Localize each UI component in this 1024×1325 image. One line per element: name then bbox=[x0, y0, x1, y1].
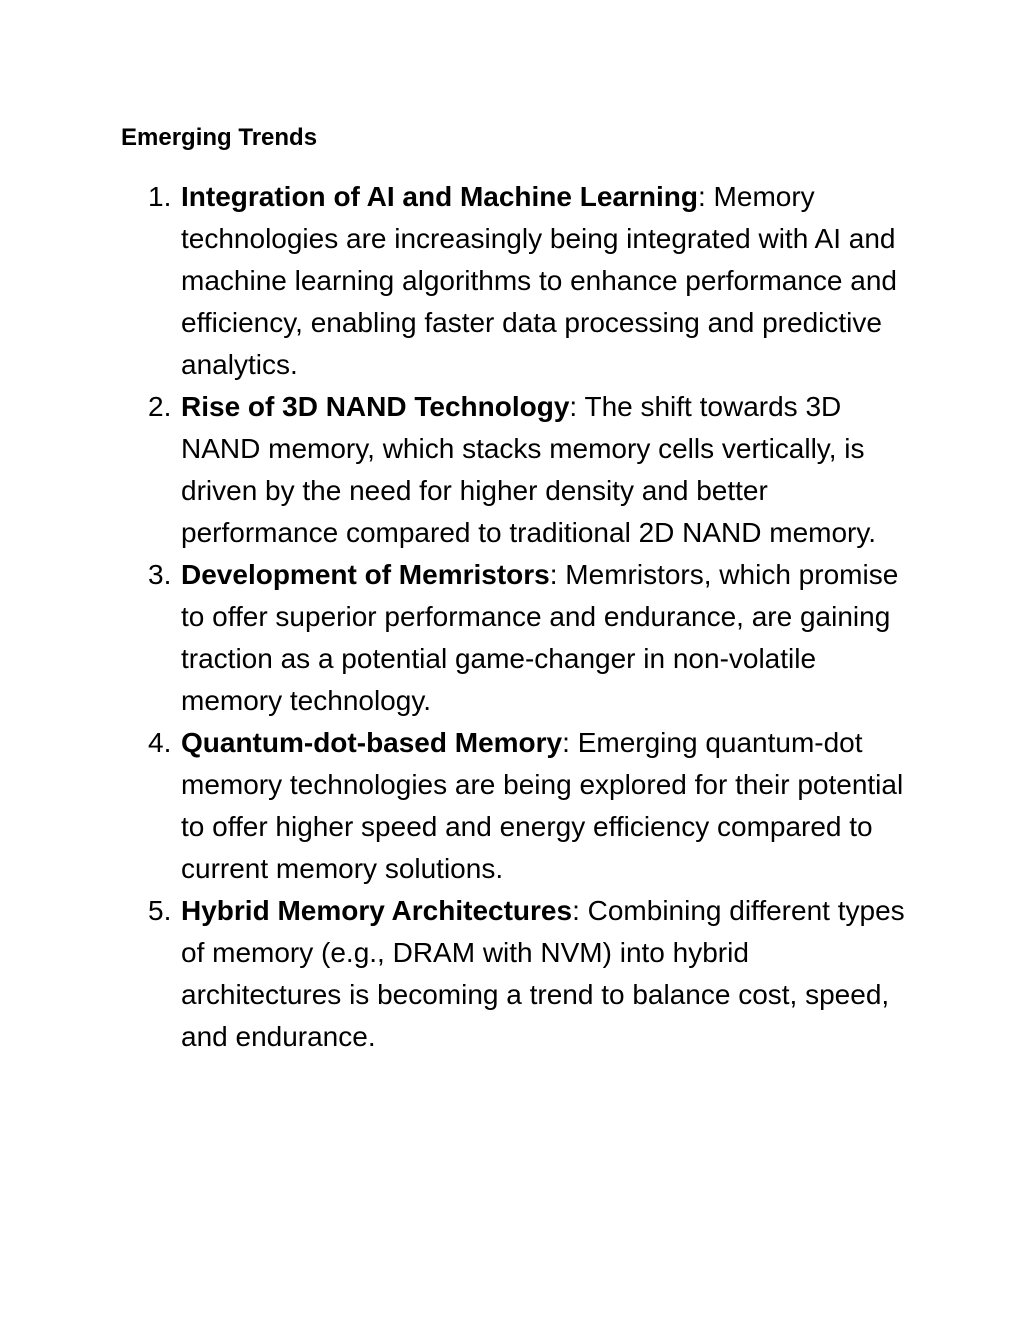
trend-title: Quantum-dot-based Memory bbox=[181, 727, 563, 758]
trend-item-memristors bbox=[148, 554, 908, 722]
trend-title: Integration of AI and Machine Learning bbox=[181, 181, 698, 212]
trend-separator: : bbox=[569, 391, 578, 422]
trend-title: Rise of 3D NAND Technology bbox=[181, 391, 570, 422]
list-number: 3. bbox=[148, 559, 172, 590]
emerging-trends-list bbox=[148, 176, 908, 1058]
section-heading: Emerging Trends bbox=[121, 124, 318, 151]
trend-text bbox=[181, 554, 908, 722]
list-number: 5. bbox=[148, 895, 172, 926]
trend-description: Emerging quantum-dot memory technologies are being explored for their potential to offer higher speed and energy efficiency compared to current memory solutions. bbox=[181, 727, 904, 884]
trend-title: Development of Memristors bbox=[181, 559, 550, 590]
trend-item-hybrid-memory bbox=[148, 890, 908, 1058]
trend-separator: : bbox=[572, 895, 580, 926]
trend-text bbox=[181, 890, 908, 1058]
trend-description: Combining different types of memory (e.g., DRAM with NVM) into hybrid architectures is becoming a trend to balance cost, speed, and endurance. bbox=[181, 895, 905, 1052]
trend-separator: : bbox=[562, 727, 570, 758]
trend-text bbox=[181, 176, 908, 386]
list-number: 1. bbox=[148, 181, 172, 212]
trend-description: The shift towards 3D NAND memory, which stacks memory cells vertically, is driven by the need for higher density and better performance compared to traditional 2D NAND memory. bbox=[181, 391, 877, 548]
trend-title: Hybrid Memory Architectures bbox=[181, 895, 573, 926]
list-number: 4. bbox=[148, 727, 172, 758]
trend-description: Memristors, which promise to offer superior performance and endurance, are gaining traction as a potential game-changer in non-volatile memory technology. bbox=[181, 559, 899, 716]
trend-item-ai-machine-learning bbox=[148, 176, 908, 386]
trend-text bbox=[181, 386, 908, 554]
trend-item-3d-nand bbox=[148, 386, 908, 554]
trend-text bbox=[181, 722, 908, 890]
trend-separator: : bbox=[549, 559, 558, 590]
trend-item-quantum-dot-memory bbox=[148, 722, 908, 890]
trend-separator: : bbox=[698, 181, 706, 212]
list-number: 2. bbox=[148, 391, 172, 422]
trend-description: Memory technologies are increasingly being integrated with AI and machine learning algorithms to enhance performance and efficiency, enabling faster data processing and predictive analytics. bbox=[181, 181, 897, 380]
